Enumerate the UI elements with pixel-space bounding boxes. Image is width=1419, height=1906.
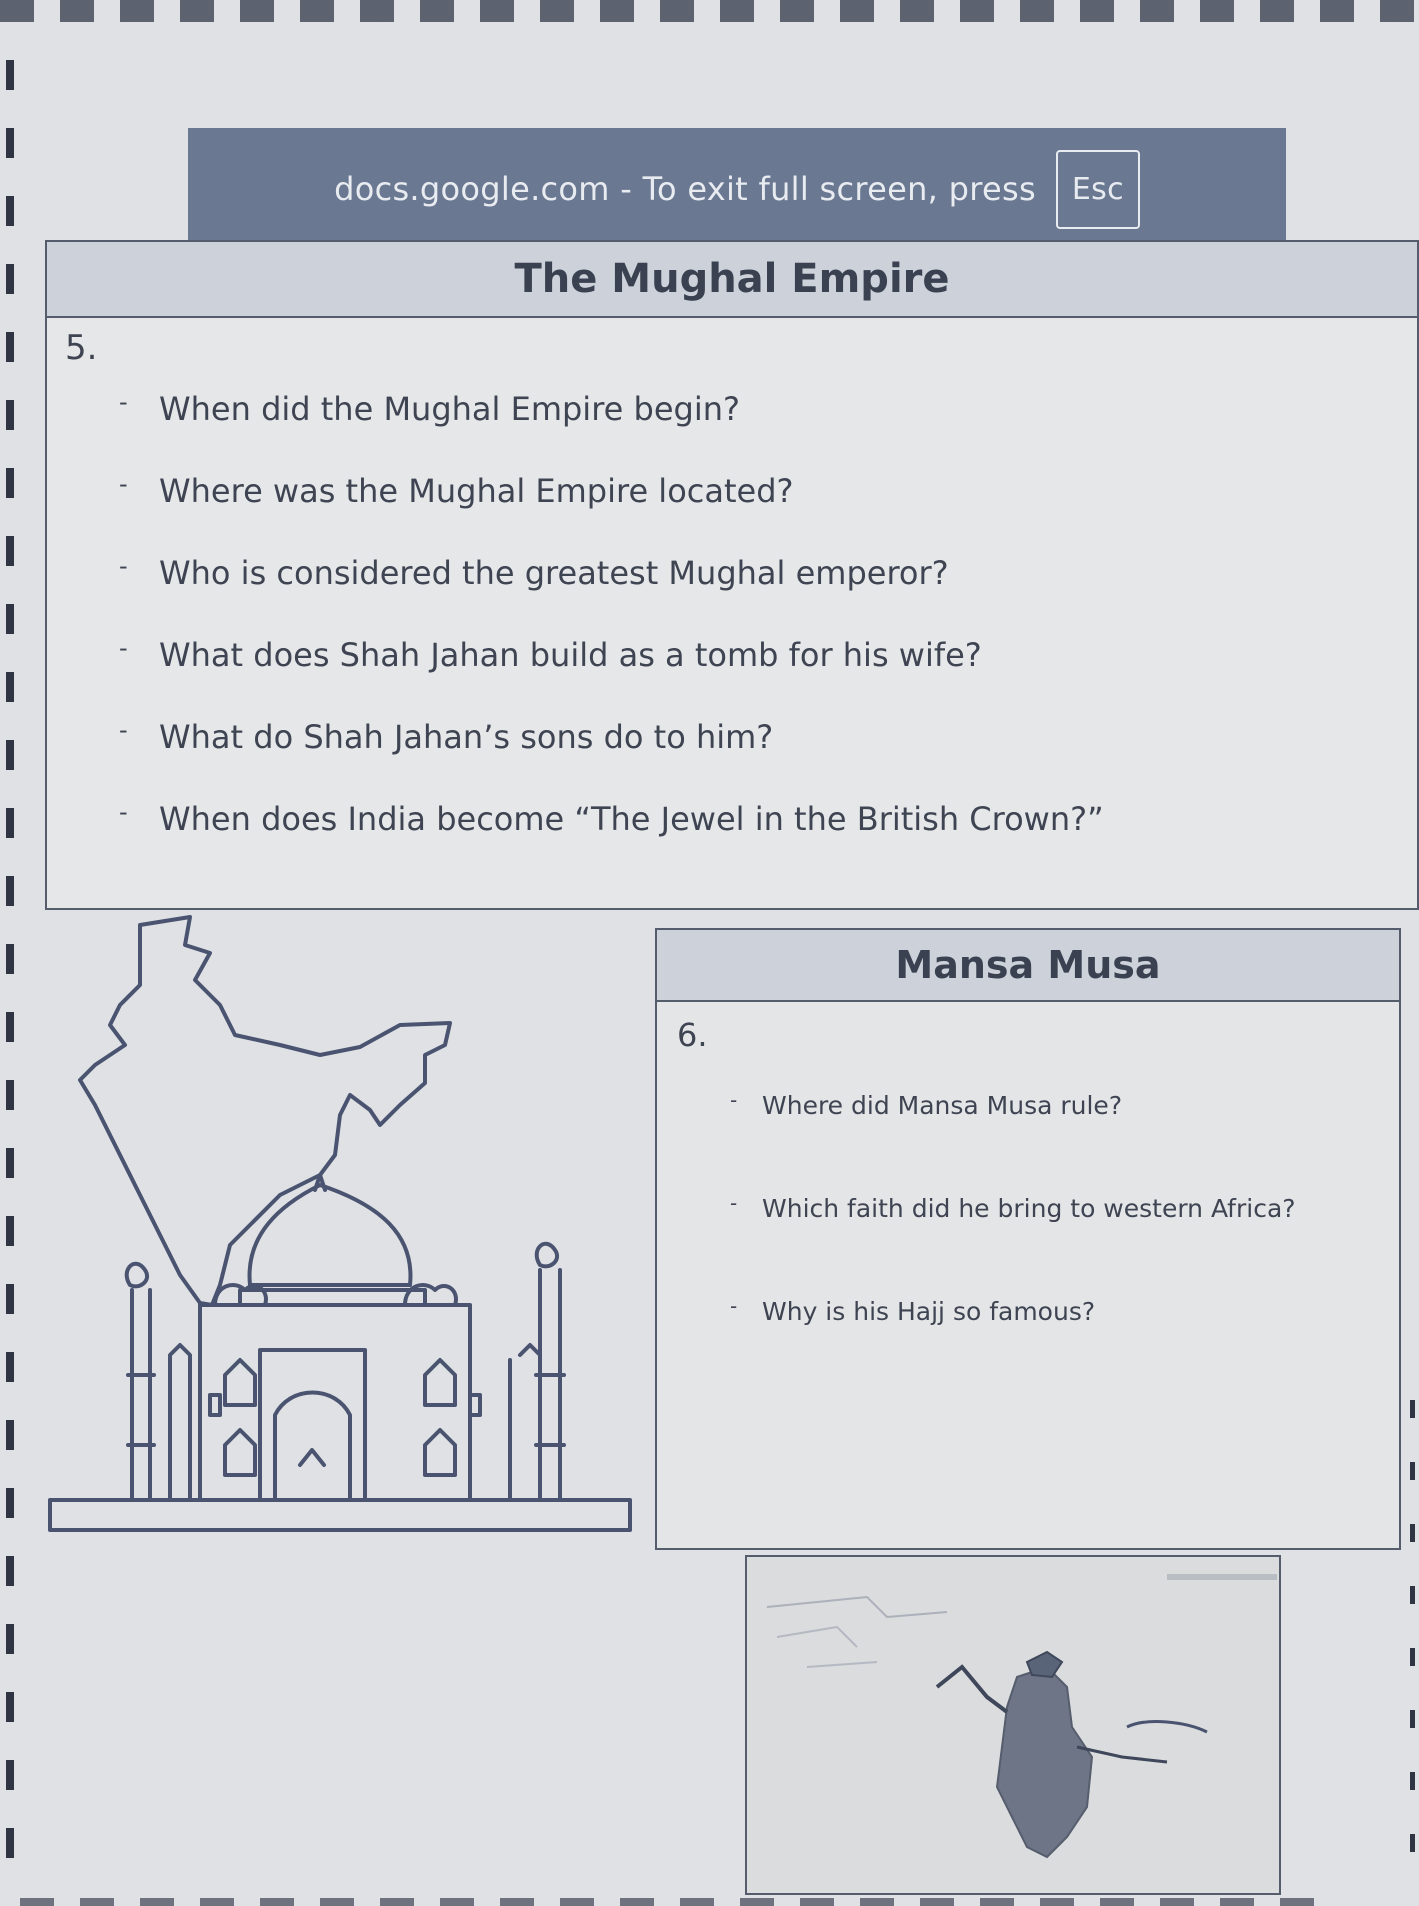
india-taj-mahal-illustration	[40, 905, 650, 1545]
left-minaret	[127, 1264, 147, 1287]
mansa-question: - Where did Mansa Musa rule?	[730, 1088, 1123, 1120]
taj-main-building	[200, 1305, 470, 1500]
mughal-question: - Who is considered the greatest Mughal emperor?	[119, 552, 949, 592]
mughal-empire-section	[45, 240, 1419, 910]
question-number: 6.	[677, 1016, 708, 1054]
mughal-question: - What do Shah Jahan’s sons do to him?	[119, 716, 774, 756]
dashed-border-right	[1410, 1400, 1415, 1880]
mansa-section-title: Mansa Musa	[657, 930, 1399, 1002]
seated-king-figure	[997, 1667, 1092, 1857]
india-map-outline	[80, 917, 450, 1305]
mansa-musa-map-image	[745, 1555, 1281, 1895]
catalan-atlas-figure	[747, 1557, 1279, 1893]
mansa-question: - Which faith did he bring to western Africa?	[730, 1191, 1296, 1223]
right-minaret	[537, 1244, 557, 1267]
mansa-question: - Why is his Hajj so famous?	[730, 1294, 1096, 1326]
dashed-border-left	[6, 60, 14, 1860]
taj-base	[50, 1500, 630, 1530]
question-number: 5.	[65, 328, 98, 368]
mansa-musa-section	[655, 928, 1401, 1550]
mughal-question: - When does India become “The Jewel in the British Crown?”	[119, 798, 1104, 838]
fullscreen-message: docs.google.com - To exit full screen, press	[334, 170, 1036, 208]
mughal-question: - Where was the Mughal Empire located?	[119, 470, 794, 510]
dashed-border-bottom	[20, 1898, 1320, 1906]
mughal-question: - What does Shah Jahan build as a tomb for his wife?	[119, 634, 982, 674]
mughal-section-title: The Mughal Empire	[47, 242, 1417, 318]
dashed-border-top	[0, 0, 1419, 22]
fullscreen-notice-banner	[188, 128, 1286, 250]
esc-key-hint: Esc	[1056, 150, 1140, 229]
mughal-question: - When did the Mughal Empire begin?	[119, 388, 740, 428]
